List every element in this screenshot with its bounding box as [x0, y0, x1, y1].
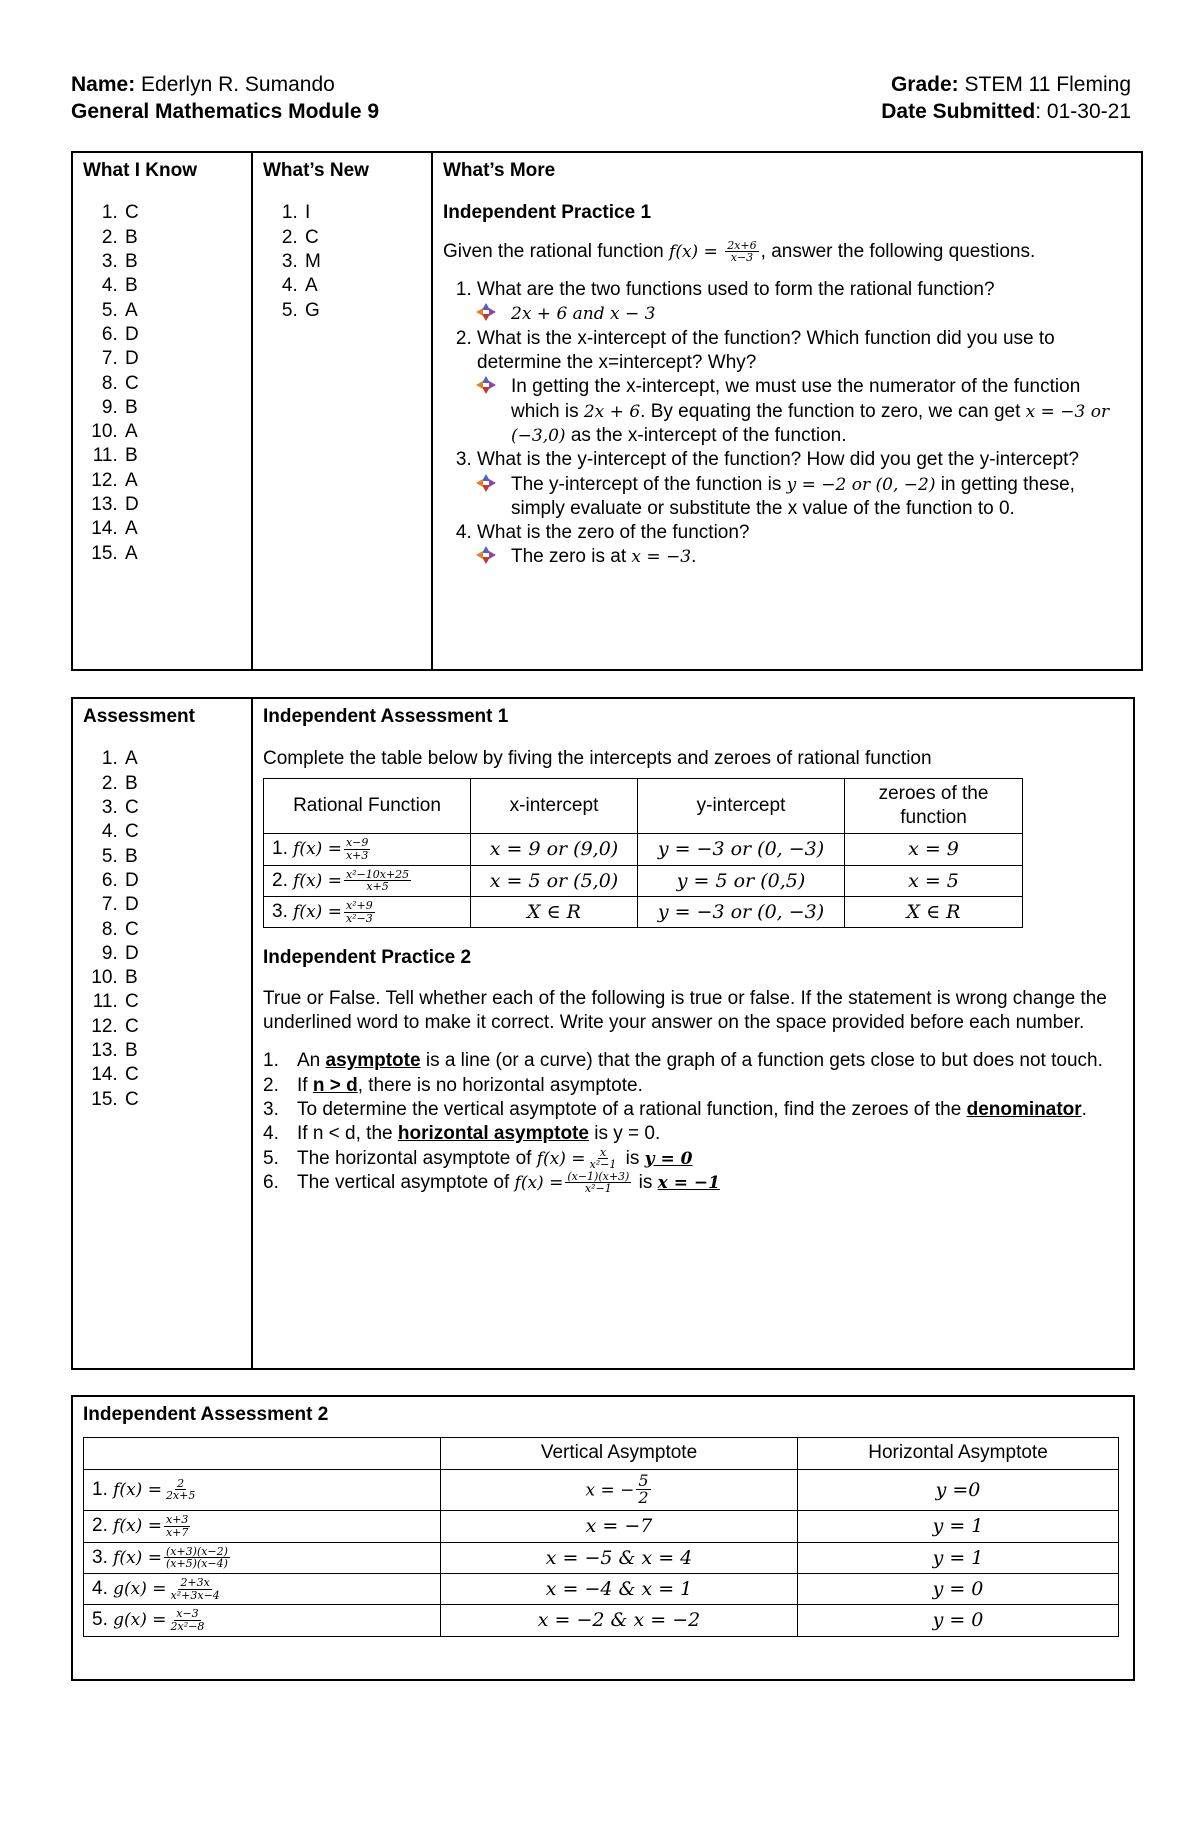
answer-item: 10. B	[123, 966, 241, 990]
what-i-know-answers	[83, 201, 241, 566]
table-row: 4. g(x) = $\frac{2+3x}{\text{x²+3x−4}}$ x = −4 & x = 1 y = 0	[84, 1573, 1119, 1604]
assessment-1-instructions: Complete the table below by fiving the intercepts and zeroes of rational function	[263, 748, 932, 770]
question-4: 4. What is the zero of the function? The zero is at x = −3.	[477, 521, 1131, 570]
answer-item: 4. C	[123, 820, 241, 844]
answer-item: 2. B	[123, 226, 241, 250]
whats-new-answers	[263, 201, 421, 323]
answer-item: 4. B	[123, 274, 241, 298]
fraction: $\frac{2x+6}{x-3}$	[727, 238, 757, 265]
statement-6: 6. The vertical asymptote of f(x) = $\frac{(x-1)(x+3)}{\text{x²−1}}$ is x = −1	[263, 1169, 720, 1196]
what-i-know-title: What I Know	[83, 160, 197, 181]
section-box-3	[71, 1395, 1135, 1681]
answer-item: 9. D	[123, 942, 241, 966]
assessment-2-title: Independent Assessment 2	[83, 1404, 329, 1425]
answer-item: 5. A	[123, 299, 241, 323]
table-row: 2. f(x) = $\frac{\text{x²−10x+25}}{x+5}$ x = 5 or (5,0) y = 5 or (0,5) x = 5	[264, 865, 1023, 896]
answer-item: 14. C	[123, 1063, 241, 1087]
answer-item: 13. D	[123, 493, 241, 517]
whats-more-cell	[432, 152, 1142, 670]
answer-item: 6. D	[123, 323, 241, 347]
answer-item: 11. B	[123, 444, 241, 468]
question-2: 2. What is the x-intercept of the function? Which function did you use to determine the x=intercept? Why? In getting the x-intercept, we must use the numerator of the function which is 2x + 6. By equating the function to zero, we can get x = −3 or (−3,0) as the x-intercept of the function.	[477, 327, 1131, 449]
table-header-row: Rational Function x-intercept y-intercept zeroes of the function	[264, 778, 1023, 834]
arrow-bullet-icon	[475, 545, 497, 572]
statement-4: 4. If n < d, the horizontal asymptote is y = 0.	[263, 1123, 661, 1145]
true-false-list	[263, 1049, 1123, 1195]
answer-item: 12. C	[123, 1015, 241, 1039]
document-header	[71, 71, 1131, 126]
answer-item: 1. I	[303, 201, 421, 225]
answer-item: 14. A	[123, 517, 241, 541]
answer-item: 4. A	[303, 274, 421, 298]
module-title: General Mathematics Module 9	[71, 100, 380, 124]
assessment-cell	[72, 698, 252, 1369]
answer-item: 5. B	[123, 845, 241, 869]
answer-item: 15. C	[123, 1088, 241, 1112]
table-row: 1. f(x) = $\frac{x-9}{x+3}$ x = 9 or (9,0) y = −3 or (0, −3) x = 9	[264, 834, 1023, 865]
table-row: 5. g(x) = $\frac{x-3}{\text{2x²−8}}$ x = −2 & x = −2 y = 0	[84, 1605, 1119, 1636]
table-header-row: Vertical Asymptote Horizontal Asymptote	[84, 1438, 1119, 1469]
answer-item: 3. M	[303, 250, 421, 274]
table-row: 3. f(x) = $\frac{\text{x²+9}}{\text{x²−3}}$ X ∈ R y = −3 or (0, −3) X ∈ R	[264, 897, 1023, 928]
table-row: 3. f(x) = $\frac{(x+3)(x-2)}{(x+5)(x-4)}$ x = −5 & x = 4 y = 1	[84, 1542, 1119, 1573]
answer-item: 7. D	[123, 893, 241, 917]
answer-item: 3. C	[123, 796, 241, 820]
answer-item: 15. A	[123, 542, 241, 566]
intercepts-table	[263, 778, 1023, 929]
whats-more-title: What’s More	[443, 160, 556, 181]
date-submitted: Date Submitted: 01-30-21	[881, 100, 1131, 124]
arrow-bullet-icon	[475, 473, 497, 500]
answer-item: 2. C	[303, 226, 421, 250]
answer-item: 6. D	[123, 869, 241, 893]
answer-item: 7. D	[123, 347, 241, 371]
arrow-bullet-icon	[475, 302, 497, 329]
section-box-2	[71, 697, 1135, 1370]
answer-item: 8. C	[123, 372, 241, 396]
whats-new-title: What’s New	[263, 160, 369, 181]
answer-item: 2. B	[123, 772, 241, 796]
statement-3: 3. To determine the vertical asymptote of a rational function, find the zeroes of the denominator.	[263, 1098, 1087, 1120]
practice-1-title: Independent Practice 1	[443, 202, 652, 224]
table-row: 1. f(x) = $\frac{2}{2x+5}$ x = − $\frac{5}{2}$ y =0	[84, 1469, 1119, 1511]
answer-2: In getting the x-intercept, we must use the numerator of the function which is 2x + 6. By equating the function to zero, we can get x = −3 or (−3,0) as the x-intercept of the function.	[475, 375, 1131, 448]
whats-new-cell	[252, 152, 432, 670]
independent-assessment-1-cell	[252, 698, 1134, 1369]
statement-2: 2. If n > d, there is no horizontal asymptote.	[263, 1074, 643, 1096]
assessment-answers	[83, 747, 241, 1112]
student-name: Name: Ederlyn R. Sumando	[71, 73, 335, 96]
statement-1: 1. An asymptote is a line (or a curve) that the graph of a function gets close to but does not touch.	[263, 1050, 1103, 1072]
answer-3: The y-intercept of the function is y = −2 or (0, −2) in getting these, simply evaluate or substitute the x value of the function to 0.	[475, 473, 1131, 522]
arrow-bullet-icon	[475, 375, 497, 402]
answer-item: 3. B	[123, 250, 241, 274]
question-3: 3. What is the y-intercept of the function? How did you get the y-intercept? The y-intercept of the function is y = −2 or (0, −2) in getting these, simply evaluate or substitute the x value of the function to 0.	[477, 448, 1131, 521]
asymptotes-table	[83, 1437, 1119, 1636]
table-row: 2. f(x) = $\frac{x+3}{x+7}$ x = −7 y = 1	[84, 1511, 1119, 1542]
answer-item: 1. C	[123, 201, 241, 225]
answer-item: 1. A	[123, 747, 241, 771]
practice-2-title: Independent Practice 2	[263, 947, 472, 969]
question-1: 1. What are the two functions used to form the rational function? 2x + 6 and x − 3	[477, 278, 1131, 327]
assessment-1-title: Independent Assessment 1	[263, 706, 509, 727]
answer-4: The zero is at x = −3.	[475, 545, 1131, 569]
what-i-know-cell	[72, 152, 252, 670]
answer-1: 2x + 6 and x − 3	[475, 302, 1131, 326]
practice-1-questions	[443, 278, 1131, 570]
answer-item: 12. A	[123, 469, 241, 493]
answer-item: 9. B	[123, 396, 241, 420]
practice-2-instructions: True or False. Tell whether each of the following is true or false. If the statement is wrong change the underlined word to make it correct. Write your answer on the space provided before each number.	[263, 987, 1107, 1033]
independent-assessment-2-cell	[72, 1396, 1134, 1680]
answer-item: 13. B	[123, 1039, 241, 1063]
grade: Grade: STEM 11 Fleming	[890, 73, 1131, 96]
assessment-title: Assessment	[83, 706, 195, 727]
answer-item: 11. C	[123, 990, 241, 1014]
answer-item: 5. G	[303, 299, 421, 323]
section-box-1	[71, 151, 1143, 671]
answer-item: 8. C	[123, 918, 241, 942]
practice-1-intro: Given the rational function f(x) = $\frac{2x+6}{x-3}$ , answer the following questions.	[443, 238, 1036, 265]
statement-5: 5. The horizontal asymptote of f(x) = $\frac{x}{\text{x²−1}}$ is y = 0	[263, 1145, 693, 1172]
answer-item: 10. A	[123, 420, 241, 444]
